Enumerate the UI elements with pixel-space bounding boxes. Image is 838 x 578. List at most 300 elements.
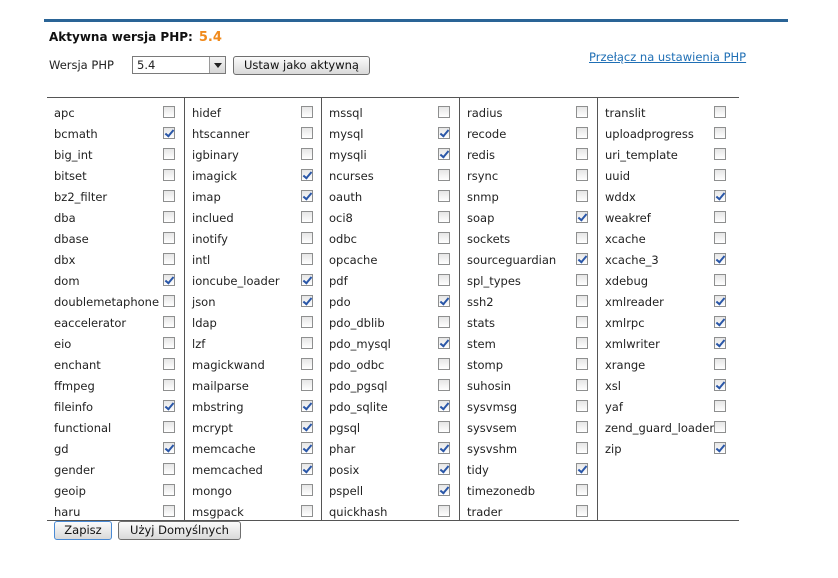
extension-item [185,249,322,270]
extension-checkbox[interactable] [163,127,175,139]
extension-name: apc [54,106,75,120]
extension-name: xmlwriter [605,337,660,351]
extension-name: mbstring [192,400,244,414]
extension-checkbox[interactable] [576,421,588,433]
extension-checkbox[interactable] [438,190,450,202]
extension-item [460,396,597,417]
extension-name: json [192,295,216,309]
extension-checkbox[interactable] [714,379,726,391]
extension-name: zend_guard_loader [605,421,715,435]
extension-item [460,249,597,270]
extension-checkbox[interactable] [438,379,450,391]
extension-item [185,270,322,291]
extension-name: sysvshm [467,442,518,456]
extension-checkbox[interactable] [163,484,175,496]
extension-item [47,312,184,333]
extension-checkbox[interactable] [714,148,726,160]
extension-item [460,186,597,207]
extension-name: lzf [192,337,206,351]
extension-name: sysvmsg [467,400,518,414]
extension-checkbox[interactable] [714,190,726,202]
switch-settings-link[interactable]: Przełącz na ustawienia PHP [589,50,747,64]
extension-item [598,396,735,417]
extension-name: xdebug [605,274,649,288]
extension-name: xcache_3 [605,253,659,267]
extension-name: dbx [54,253,76,267]
extension-checkbox[interactable] [438,463,450,475]
extension-checkbox[interactable] [438,316,450,328]
extension-item [598,228,735,249]
extension-name: trader [467,505,503,519]
extension-checkbox[interactable] [301,106,313,118]
extension-name: htscanner [192,127,250,141]
extension-item [47,144,184,165]
extension-item [598,249,735,270]
extension-item [47,480,184,501]
extension-checkbox[interactable] [576,484,588,496]
extension-item [322,354,459,375]
extension-item [185,375,322,396]
extension-item [460,291,597,312]
extension-checkbox[interactable] [438,148,450,160]
extension-name: enchant [54,358,101,372]
extension-name: zip [605,442,622,456]
extension-item [460,354,597,375]
extension-checkbox[interactable] [163,421,175,433]
extension-item [460,501,597,522]
extension-item [598,123,735,144]
chevron-down-icon[interactable] [209,57,225,73]
extension-name: mysqli [329,148,367,162]
extension-checkbox[interactable] [301,463,313,475]
extension-checkbox[interactable] [438,106,450,118]
extension-name: stats [467,316,496,330]
extension-checkbox[interactable] [163,295,175,307]
extension-name: odbc [329,232,357,246]
extension-checkbox[interactable] [301,484,313,496]
extension-item [322,375,459,396]
extension-checkbox[interactable] [301,316,313,328]
extension-item [185,207,322,228]
extension-name: xcache [605,232,646,246]
extension-item [47,375,184,396]
title-label: Aktywna wersja PHP: [49,30,193,44]
extension-name: timezonedb [467,484,536,498]
extension-item [322,417,459,438]
extension-name: xsl [605,379,621,393]
extension-name: translit [605,106,646,120]
extension-name: dba [54,211,76,225]
extension-item [598,354,735,375]
version-select-label: Wersja PHP [49,58,114,72]
extension-item [322,501,459,522]
extension-name: gender [54,463,95,477]
extension-item [322,144,459,165]
extension-item [185,438,322,459]
extension-checkbox[interactable] [438,232,450,244]
extension-item [598,333,735,354]
extension-name: geoip [54,484,86,498]
extension-checkbox[interactable] [438,442,450,454]
extension-checkbox[interactable] [163,358,175,370]
active-version: 5.4 [198,30,222,45]
extension-name: phar [329,442,356,456]
extension-checkbox[interactable] [576,505,588,517]
extension-item [47,102,184,123]
extension-name: stomp [467,358,504,372]
extension-checkbox[interactable] [576,400,588,412]
extension-item [598,270,735,291]
extension-name: opcache [329,253,378,267]
extension-item [322,312,459,333]
extension-checkbox[interactable] [438,337,450,349]
extension-name: doublemetaphone [54,295,160,309]
extension-name: gd [54,442,69,456]
extension-checkbox[interactable] [301,190,313,202]
extension-name: intl [192,253,211,267]
extension-item [322,102,459,123]
extension-item [460,312,597,333]
extension-name: spl_types [467,274,521,288]
extension-name: pdo [329,295,351,309]
extension-name: ssh2 [467,295,494,309]
extension-item [460,207,597,228]
extension-name: xmlreader [605,295,664,309]
extension-item [185,501,322,522]
extension-checkbox[interactable] [438,484,450,496]
extension-item [460,228,597,249]
extension-name: memcache [192,442,256,456]
extension-checkbox[interactable] [438,127,450,139]
extension-name: mailparse [192,379,249,393]
extension-checkbox[interactable] [576,211,588,223]
extension-name: stem [467,337,496,351]
extension-checkbox[interactable] [301,421,313,433]
extension-name: posix [329,463,360,477]
extension-item [322,438,459,459]
extension-name: haru [54,505,81,519]
extension-checkbox[interactable] [163,274,175,286]
extension-item [47,459,184,480]
extension-item [598,207,735,228]
extension-name: suhosin [467,379,512,393]
extension-name: sysvsem [467,421,517,435]
extension-checkbox[interactable] [576,190,588,202]
extension-item [185,123,322,144]
extension-name: rsync [467,169,499,183]
extension-item [322,333,459,354]
extension-checkbox[interactable] [576,106,588,118]
extension-checkbox[interactable] [301,400,313,412]
extension-item [322,165,459,186]
extension-name: dom [54,274,80,288]
extension-item [460,102,597,123]
extension-item [47,501,184,522]
extension-item [47,354,184,375]
extension-name: imagick [192,169,237,183]
extension-item [322,291,459,312]
extension-item [460,165,597,186]
extension-item [47,249,184,270]
extension-name: pdo_sqlite [329,400,388,414]
extension-checkbox[interactable] [163,442,175,454]
page-title [49,30,222,45]
extension-checkbox[interactable] [438,274,450,286]
extension-name: mysql [329,127,364,141]
extension-checkbox[interactable] [576,169,588,181]
extension-name: sourceguardian [467,253,557,267]
extension-item [460,438,597,459]
extension-item [460,144,597,165]
extension-checkbox[interactable] [301,379,313,391]
extension-item [322,249,459,270]
extension-item [598,165,735,186]
extension-name: mcrypt [192,421,233,435]
set-active-button[interactable]: Ustaw jako aktywną [233,56,370,75]
extension-checkbox[interactable] [163,379,175,391]
extension-item [185,333,322,354]
extension-name: uuid [605,169,631,183]
extension-checkbox[interactable] [714,169,726,181]
extension-item [185,417,322,438]
extension-name: oci8 [329,211,353,225]
extension-item [598,102,735,123]
extension-checkbox[interactable] [714,316,726,328]
extension-name: bz2_filter [54,190,108,204]
extension-checkbox[interactable] [576,379,588,391]
extension-checkbox[interactable] [301,358,313,370]
extension-item [47,228,184,249]
extension-item [460,333,597,354]
extension-checkbox[interactable] [301,442,313,454]
extension-name: pdf [329,274,348,288]
extension-checkbox[interactable] [576,127,588,139]
extension-checkbox[interactable] [163,505,175,517]
extension-name: uri_template [605,148,678,162]
extension-checkbox[interactable] [301,295,313,307]
extension-item [185,396,322,417]
extension-item [322,459,459,480]
extension-name: pspell [329,484,364,498]
extension-name: ldap [192,316,217,330]
extension-checkbox[interactable] [438,295,450,307]
extension-checkbox[interactable] [301,169,313,181]
extension-item [598,312,735,333]
extension-item [460,417,597,438]
extension-item [47,291,184,312]
version-select-value: 5.4 [137,58,156,72]
extension-item [185,291,322,312]
extension-checkbox[interactable] [714,253,726,265]
extension-checkbox[interactable] [714,337,726,349]
extension-checkbox[interactable] [576,274,588,286]
extension-item [460,123,597,144]
extension-checkbox[interactable] [163,232,175,244]
extension-name: dbase [54,232,89,246]
extension-name: hidef [192,106,221,120]
extension-checkbox[interactable] [576,253,588,265]
extension-checkbox[interactable] [576,358,588,370]
extension-name: big_int [54,148,93,162]
extension-checkbox[interactable] [301,211,313,223]
extension-checkbox[interactable] [163,463,175,475]
save-button[interactable]: Zapisz [54,521,112,540]
extension-item [47,123,184,144]
extension-item [322,186,459,207]
extension-name: redis [467,148,496,162]
extension-checkbox[interactable] [301,148,313,160]
extension-name: xmlrpc [605,316,645,330]
extension-name: yaf [605,400,623,414]
extension-name: inclued [192,211,234,225]
extension-name: wddx [605,190,636,204]
extension-checkbox[interactable] [301,274,313,286]
extension-checkbox[interactable] [576,316,588,328]
extension-checkbox[interactable] [714,421,726,433]
extension-name: pgsql [329,421,361,435]
extensions-grid [47,97,739,521]
extension-name: recode [467,127,507,141]
extension-checkbox[interactable] [438,358,450,370]
extension-name: snmp [467,190,499,204]
extension-checkbox[interactable] [438,400,450,412]
extension-checkbox[interactable] [301,337,313,349]
extension-item [460,480,597,501]
extension-item [47,333,184,354]
extension-checkbox[interactable] [163,400,175,412]
extension-name: mssql [329,106,363,120]
extension-item [598,375,735,396]
extension-name: igbinary [192,148,239,162]
extension-item [598,144,735,165]
extension-checkbox[interactable] [438,421,450,433]
extension-item [322,123,459,144]
extension-checkbox[interactable] [714,127,726,139]
extension-checkbox[interactable] [576,148,588,160]
extension-checkbox[interactable] [714,358,726,370]
extension-item [322,270,459,291]
extension-checkbox[interactable] [438,253,450,265]
extension-item [322,228,459,249]
extension-name: eio [54,337,72,351]
extension-checkbox[interactable] [576,337,588,349]
extension-name: radius [467,106,503,120]
extension-item [185,354,322,375]
extension-checkbox[interactable] [576,463,588,475]
extension-checkbox[interactable] [163,316,175,328]
use-defaults-button[interactable]: Użyj Domyślnych [118,521,241,540]
extension-checkbox[interactable] [163,106,175,118]
extension-checkbox[interactable] [163,190,175,202]
extension-name: memcached [192,463,263,477]
extension-item [460,375,597,396]
extension-item [185,312,322,333]
extension-item [185,228,322,249]
extension-name: mongo [192,484,232,498]
extension-name: bcmath [54,127,98,141]
extension-name: pdo_dblib [329,316,385,330]
extension-name: eaccelerator [54,316,127,330]
extension-checkbox[interactable] [163,337,175,349]
extension-item [598,438,735,459]
extension-name: ioncube_loader [192,274,280,288]
extension-name: fileinfo [54,400,94,414]
extension-item [322,480,459,501]
extension-checkbox[interactable] [576,232,588,244]
extension-checkbox[interactable] [714,106,726,118]
extension-name: ffmpeg [54,379,95,393]
extension-item [47,396,184,417]
extension-name: sockets [467,232,511,246]
extension-name: weakref [605,211,651,225]
extension-item [47,165,184,186]
extension-name: magickwand [192,358,265,372]
extension-checkbox[interactable] [714,400,726,412]
extension-name: bitset [54,169,87,183]
extension-item [47,207,184,228]
extension-name: pdo_pgsql [329,379,388,393]
extension-checkbox[interactable] [163,148,175,160]
extension-checkbox[interactable] [301,232,313,244]
extension-name: pdo_mysql [329,337,391,351]
extension-item [185,144,322,165]
extension-checkbox[interactable] [438,211,450,223]
extension-name: tidy [467,463,489,477]
extension-checkbox[interactable] [576,295,588,307]
extension-item [322,207,459,228]
extension-checkbox[interactable] [163,253,175,265]
extension-name: uploadprogress [605,127,694,141]
extension-name: soap [467,211,495,225]
extension-item [185,186,322,207]
extension-item [598,186,735,207]
extension-checkbox[interactable] [301,127,313,139]
extension-item [185,102,322,123]
extension-checkbox[interactable] [714,274,726,286]
extension-checkbox[interactable] [301,253,313,265]
extension-checkbox[interactable] [163,211,175,223]
extension-item [460,459,597,480]
extension-name: imap [192,190,221,204]
header-bar [44,19,788,22]
extension-item [598,417,735,438]
extension-checkbox[interactable] [714,211,726,223]
extension-checkbox[interactable] [301,505,313,517]
extension-item [47,438,184,459]
extension-name: pdo_odbc [329,358,385,372]
extension-item [185,480,322,501]
extension-checkbox[interactable] [163,169,175,181]
extension-item [460,270,597,291]
extension-item [185,165,322,186]
extension-checkbox[interactable] [714,295,726,307]
extension-item [47,186,184,207]
extension-item [47,417,184,438]
extension-name: quickhash [329,505,388,519]
version-select[interactable] [132,56,226,74]
extension-checkbox[interactable] [714,442,726,454]
extension-item [598,291,735,312]
extension-name: msgpack [192,505,244,519]
extension-name: ncurses [329,169,374,183]
extension-checkbox[interactable] [438,505,450,517]
extension-name: xrange [605,358,646,372]
extension-item [322,396,459,417]
extension-item [47,270,184,291]
extension-checkbox[interactable] [714,232,726,244]
extension-checkbox[interactable] [576,442,588,454]
extension-checkbox[interactable] [438,169,450,181]
